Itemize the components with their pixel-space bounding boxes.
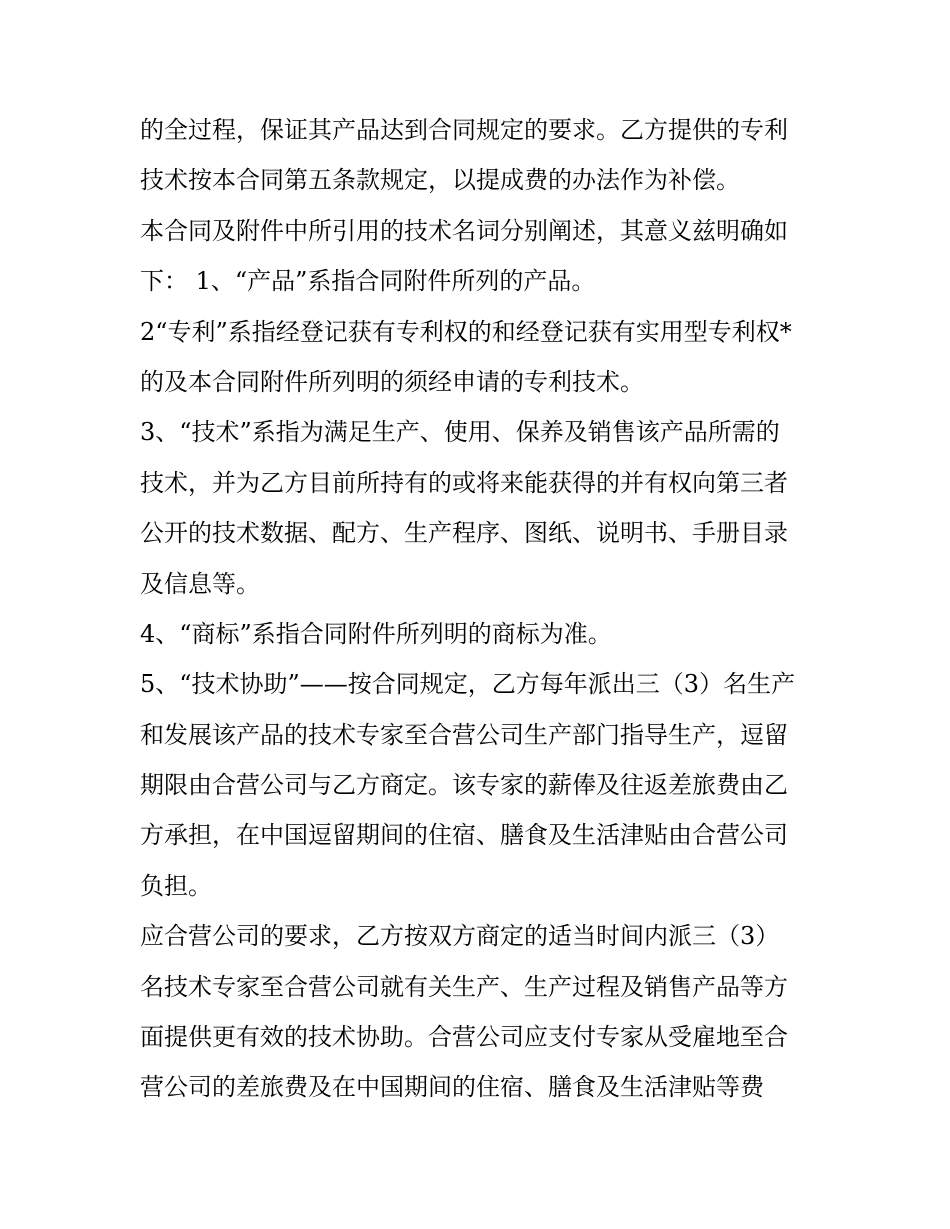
text-line-17: 应合营公司的要求，乙方按双方商定的适当时间内派三（3）: [140, 922, 780, 951]
text-line-11: 4、“商标”系指合同附件所列明的商标为准。: [140, 619, 612, 648]
text-line-19: 面提供更有效的技术协助。合营公司应支付专家从受雇地至合: [140, 1023, 788, 1052]
text-line-4: 下： 1、“产品”系指合同附件所列的产品。: [140, 267, 596, 296]
text-line-5: 2“专利”系指经登记获有专利权的和经登记获有实用型专利权*: [140, 317, 792, 346]
text-line-6: 的及本合同附件所列明的须经申请的专利技术。: [140, 367, 644, 396]
text-line-2: 技术按本合同第五条款规定，以提成费的办法作为补偿。: [140, 166, 740, 195]
text-line-7: 3、“技术”系指为满足生产、使用、保养及销售该产品所需的: [140, 418, 780, 447]
text-line-12: 5、“技术协助”——按合同规定，乙方每年派出三（3）名生产: [140, 670, 796, 699]
text-line-14: 期限由合营公司与乙方商定。该专家的薪俸及往返差旅费由乙: [140, 771, 788, 800]
text-line-10: 及信息等。: [140, 569, 260, 598]
text-line-16: 负担。: [140, 871, 212, 900]
text-line-18: 名技术专家至合营公司就有关生产、生产过程及销售产品等方: [140, 972, 788, 1001]
contract-body-text: [140, 105, 830, 1113]
text-line-13: 和发展该产品的技术专家至合营公司生产部门指导生产，逗留: [140, 720, 788, 749]
text-line-8: 技术，并为乙方目前所持有的或将来能获得的并有权向第三者: [140, 468, 788, 497]
text-line-9: 公开的技术数据、配方、生产程序、图纸、说明书、手册目录: [140, 519, 788, 548]
text-line-3: 本合同及附件中所引用的技术名词分别阐述，其意义兹明确如: [140, 216, 788, 245]
text-line-20: 营公司的差旅费及在中国期间的住宿、膳食及生活津贴等费: [140, 1073, 764, 1102]
text-line-1: 的全过程，保证其产品达到合同规定的要求。乙方提供的专利: [140, 116, 788, 144]
text-line-15: 方承担，在中国逗留期间的住宿、膳食及生活津贴由合营公司: [140, 821, 788, 850]
